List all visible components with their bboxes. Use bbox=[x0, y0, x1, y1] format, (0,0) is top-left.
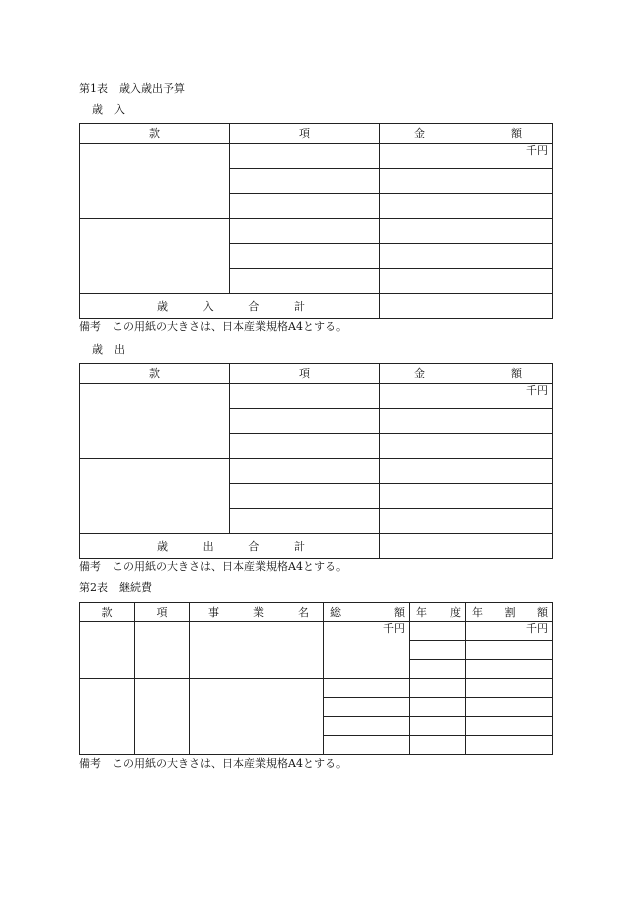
expenditure-kou-cell bbox=[230, 459, 380, 484]
expenditure-kou-cell bbox=[230, 484, 380, 509]
header-kingaku bbox=[380, 124, 553, 144]
revenue-label: 歳 入 bbox=[92, 103, 125, 116]
year-cell bbox=[410, 641, 466, 660]
continuing-expense-table bbox=[79, 602, 553, 755]
project-kou-cell bbox=[135, 622, 190, 679]
expenditure-kan-cell-2 bbox=[80, 459, 230, 534]
expenditure-kou-cell bbox=[230, 509, 380, 534]
project-name-cell bbox=[190, 679, 324, 755]
annual-amount-cell bbox=[466, 622, 553, 641]
expenditure-kan-cell-1 bbox=[80, 384, 230, 459]
expenditure-total-label: 歳 出 合 計 bbox=[80, 534, 380, 559]
year-cell bbox=[410, 736, 466, 755]
header-jigyo: 事 業 名 bbox=[190, 603, 324, 622]
table1-heading: 第1表 歳入歳出予算 bbox=[79, 82, 185, 95]
header-kan: 款 bbox=[80, 603, 135, 622]
annual-amount-cell bbox=[466, 641, 553, 660]
header-nendo: 年 度 bbox=[410, 603, 466, 622]
revenue-total-label: 歳 入 合 計 bbox=[80, 294, 380, 319]
revenue-total-amount bbox=[380, 294, 553, 319]
header-kingaku: 金 額 bbox=[380, 364, 553, 384]
header-kou: 項 bbox=[135, 603, 190, 622]
revenue-kou-cell bbox=[230, 194, 380, 219]
expenditure-table bbox=[79, 363, 553, 559]
revenue-amount-cell bbox=[380, 244, 553, 269]
header-kou: 項 bbox=[230, 124, 380, 144]
revenue-amount-cell bbox=[380, 169, 553, 194]
revenue-kou-cell bbox=[230, 219, 380, 244]
revenue-amount-cell bbox=[380, 194, 553, 219]
expenditure-note: 備考 この用紙の大きさは、日本産業規格A4とする。 bbox=[79, 560, 347, 573]
revenue-amount-cell bbox=[380, 144, 553, 169]
revenue-note: 備考 この用紙の大きさは、日本産業規格A4とする。 bbox=[79, 320, 347, 333]
revenue-kou-cell bbox=[230, 144, 380, 169]
expenditure-kou-cell bbox=[230, 434, 380, 459]
revenue-kou-cell bbox=[230, 244, 380, 269]
year-cell bbox=[410, 660, 466, 679]
expenditure-amount-cell bbox=[380, 409, 553, 434]
revenue-table bbox=[79, 123, 553, 319]
header-kingaku-2: 額 bbox=[511, 127, 522, 140]
expenditure-kou-cell bbox=[230, 384, 380, 409]
project-total-cell bbox=[324, 717, 410, 736]
annual-amount-cell bbox=[466, 679, 553, 698]
expenditure-label: 歳 出 bbox=[92, 343, 125, 356]
expenditure-amount-cell bbox=[380, 459, 553, 484]
annual-amount-cell bbox=[466, 660, 553, 679]
expenditure-total-amount bbox=[380, 534, 553, 559]
unit-label: 千円 bbox=[526, 144, 548, 157]
expenditure-amount-cell bbox=[380, 484, 553, 509]
header-kan: 款 bbox=[80, 364, 230, 384]
annual-amount-cell bbox=[466, 698, 553, 717]
expenditure-amount-cell bbox=[380, 509, 553, 534]
revenue-kan-cell-2 bbox=[80, 219, 230, 294]
year-cell bbox=[410, 717, 466, 736]
annual-amount-cell bbox=[466, 736, 553, 755]
year-cell bbox=[410, 698, 466, 717]
revenue-kou-cell bbox=[230, 169, 380, 194]
year-cell bbox=[410, 679, 466, 698]
project-total-cell bbox=[324, 679, 410, 698]
header-kan: 款 bbox=[80, 124, 230, 144]
table2-note: 備考 この用紙の大きさは、日本産業規格A4とする。 bbox=[79, 757, 347, 770]
project-kan-cell bbox=[80, 622, 135, 679]
expenditure-kou-cell bbox=[230, 409, 380, 434]
header-nenwari: 年 割 額 bbox=[466, 603, 553, 622]
project-kan-cell bbox=[80, 679, 135, 755]
project-total-cell bbox=[324, 736, 410, 755]
table2-heading: 第2表 継続費 bbox=[79, 581, 152, 594]
project-total-cell bbox=[324, 698, 410, 717]
project-kou-cell bbox=[135, 679, 190, 755]
header-kingaku-1: 金 bbox=[414, 127, 425, 140]
unit-label: 千円 bbox=[526, 622, 548, 635]
unit-label: 千円 bbox=[383, 622, 405, 635]
year-cell bbox=[410, 622, 466, 641]
expenditure-amount-cell bbox=[380, 434, 553, 459]
annual-amount-cell bbox=[466, 717, 553, 736]
project-total-cell bbox=[324, 622, 410, 679]
header-kou: 項 bbox=[230, 364, 380, 384]
expenditure-amount-cell bbox=[380, 384, 553, 409]
project-name-cell bbox=[190, 622, 324, 679]
revenue-kou-cell bbox=[230, 269, 380, 294]
revenue-amount-cell bbox=[380, 219, 553, 244]
revenue-kan-cell-1 bbox=[80, 144, 230, 219]
header-sougaku: 総 額 bbox=[324, 603, 410, 622]
unit-label: 千円 bbox=[526, 384, 548, 397]
revenue-amount-cell bbox=[380, 269, 553, 294]
